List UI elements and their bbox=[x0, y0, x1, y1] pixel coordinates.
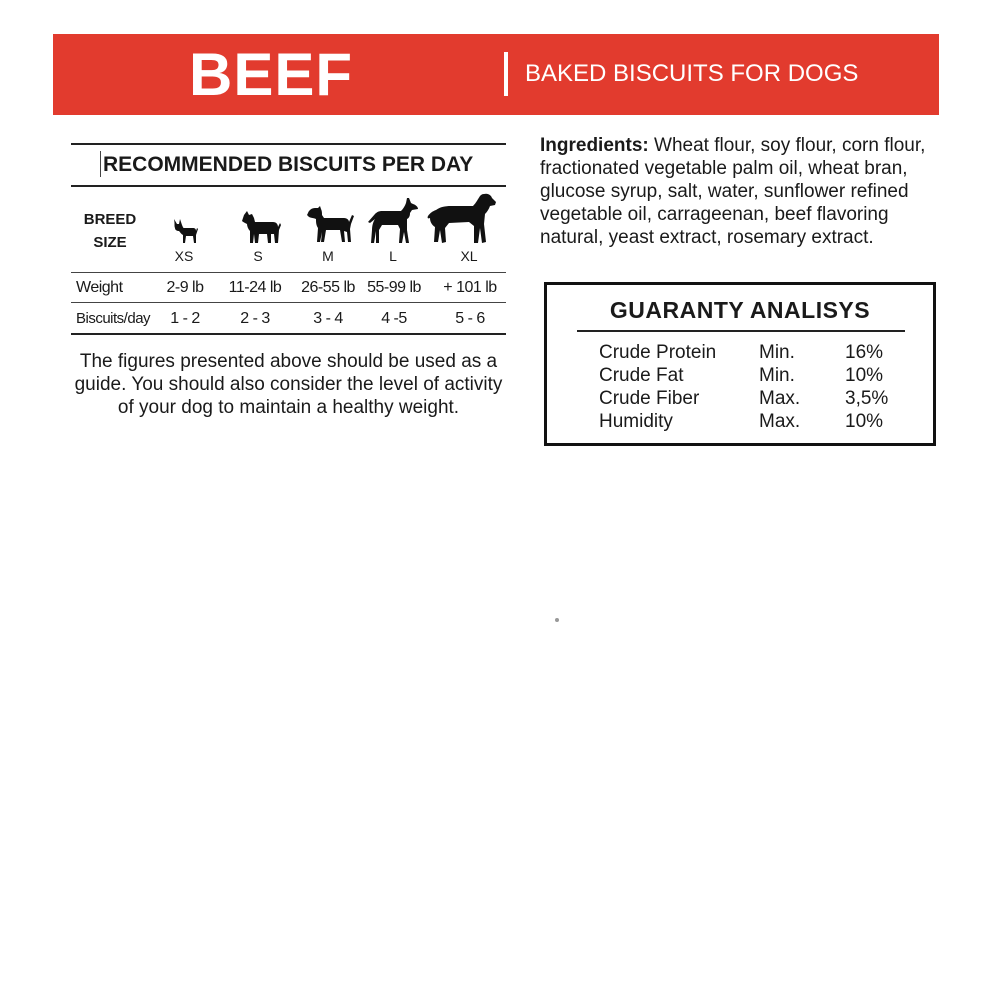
ingredients-block bbox=[540, 134, 940, 249]
analysis-value: 10% bbox=[845, 411, 884, 432]
doberman-icon bbox=[367, 197, 419, 244]
biscuits-row-label: Biscuits/day bbox=[76, 310, 151, 327]
analysis-qualifier: Max. bbox=[759, 388, 801, 409]
guide-text: The figures presented above should be used as a guide. You should also consider the level of activity of your dog to maintain a healthy weight. bbox=[74, 351, 503, 418]
analysis-value: 10% bbox=[845, 365, 884, 386]
analysis-row bbox=[547, 365, 933, 388]
text-caret bbox=[100, 151, 101, 177]
analysis-row bbox=[547, 342, 933, 365]
weight-row-label: Weight bbox=[76, 279, 123, 296]
weight-m: 26-55 lb bbox=[301, 279, 355, 296]
analysis-value: 3,5% bbox=[845, 388, 889, 409]
recommended-title bbox=[103, 153, 473, 177]
medium-dog-icon bbox=[306, 205, 354, 243]
biscuits-s: 2 - 3 bbox=[240, 310, 270, 327]
breed-label-line1: BREED bbox=[83, 211, 137, 228]
size-code-xs: XS bbox=[174, 248, 194, 264]
analysis-title: GUARANTY ANALISYS bbox=[609, 297, 871, 323]
recommended-header bbox=[71, 143, 506, 187]
stray-dot bbox=[555, 618, 559, 622]
analysis-row bbox=[547, 411, 933, 434]
analysis-qualifier: Min. bbox=[759, 342, 795, 363]
table-line-top bbox=[71, 272, 506, 273]
size-code-m: M bbox=[322, 248, 334, 264]
size-code-l: L bbox=[389, 248, 397, 264]
header-banner bbox=[53, 34, 939, 115]
analysis-rule bbox=[577, 330, 905, 332]
retriever-icon bbox=[427, 192, 497, 244]
terrier-icon bbox=[241, 209, 281, 244]
analysis-value: 16% bbox=[845, 342, 884, 363]
table-line-middle bbox=[71, 302, 506, 303]
analysis-qualifier: Min. bbox=[759, 365, 795, 386]
weight-s: 11-24 lb bbox=[228, 279, 282, 296]
ingredients-label: Ingredients: bbox=[540, 135, 649, 156]
analysis-name: Crude Protein bbox=[599, 342, 717, 363]
analysis-name: Crude Fiber bbox=[599, 388, 700, 409]
breed-size-label bbox=[80, 208, 140, 254]
banner-divider bbox=[504, 52, 508, 96]
biscuits-xl: 5 - 6 bbox=[455, 310, 485, 327]
ingredients-text: Wheat flour, soy flour, corn flour, fractionated vegetable palm oil, wheat bran, glucose syrup, salt, water, sunflower refined vegetable oil, carrageenan, beef flavoring natural, yeast extract, rosemary extract. bbox=[540, 135, 926, 248]
recommended-title-text: RECOMMENDED BISCUITS PER DAY bbox=[103, 153, 474, 176]
weight-l: 55-99 lb bbox=[367, 279, 421, 296]
table-line-bottom bbox=[71, 333, 506, 335]
analysis-qualifier: Max. bbox=[759, 411, 801, 432]
size-code-xl: XL bbox=[460, 248, 478, 264]
weight-xl: + 101 lb bbox=[443, 279, 497, 296]
size-code-s: S bbox=[253, 248, 263, 264]
product-title: BEEF bbox=[189, 41, 354, 108]
chihuahua-icon bbox=[171, 216, 199, 244]
product-subtitle: BAKED BISCUITS FOR DOGS bbox=[525, 60, 859, 87]
breed-label-line2: SIZE bbox=[93, 234, 127, 251]
analysis-name: Crude Fat bbox=[599, 365, 684, 386]
analysis-name: Humidity bbox=[599, 411, 673, 432]
guaranty-analysis-box bbox=[544, 282, 936, 446]
biscuits-l: 4 -5 bbox=[381, 310, 407, 327]
biscuits-m: 3 - 4 bbox=[313, 310, 343, 327]
analysis-row bbox=[547, 388, 933, 411]
biscuits-xs: 1 - 2 bbox=[170, 310, 200, 327]
weight-xs: 2-9 lb bbox=[166, 279, 204, 296]
